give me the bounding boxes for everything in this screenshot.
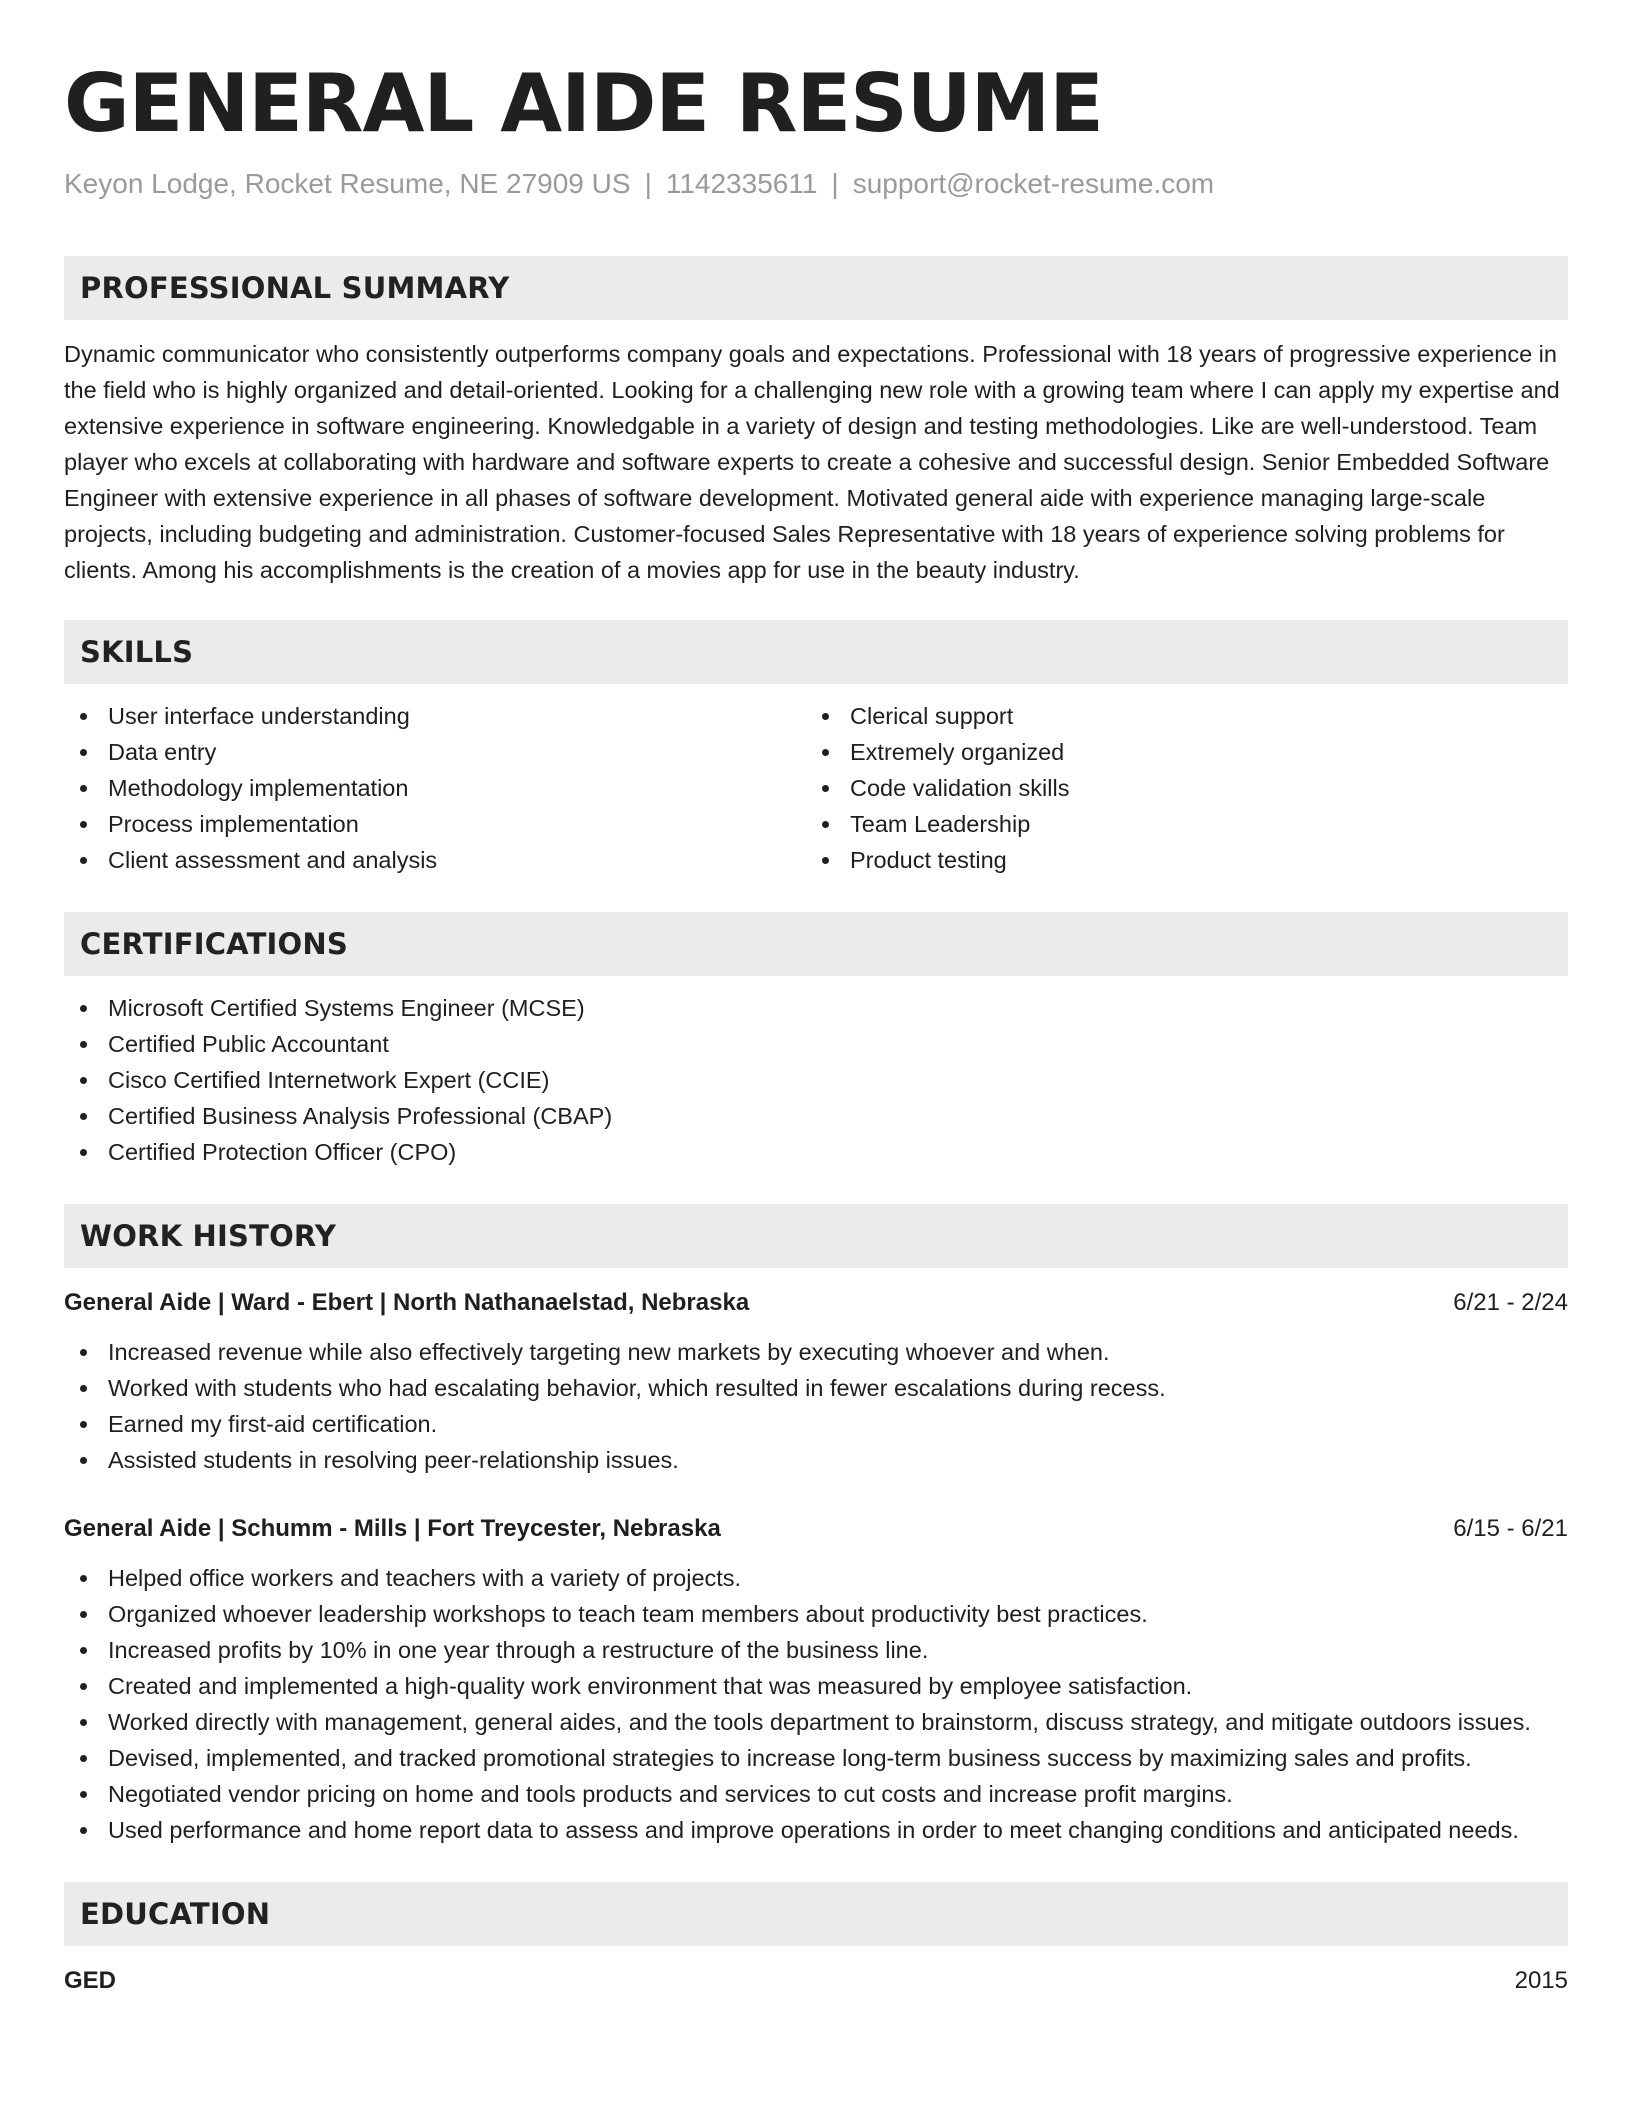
certification-item: Certified Protection Officer (CPO) bbox=[64, 1134, 1568, 1170]
skill-item: Client assessment and analysis bbox=[64, 842, 806, 878]
certification-item: Microsoft Certified Systems Engineer (MCSE) bbox=[64, 990, 1568, 1026]
skills-list-right bbox=[806, 698, 1548, 878]
education-degree: GED bbox=[64, 1967, 117, 1994]
resume-page bbox=[64, 56, 1568, 1998]
resume-title: GENERAL AIDE RESUME bbox=[64, 57, 1103, 150]
job-dates: 6/21 - 2/24 bbox=[1453, 1289, 1568, 1316]
skill-item: Extremely organized bbox=[806, 734, 1548, 770]
job-bullet: Devised, implemented, and tracked promotional strategies to increase long-term business success by maximizing sales and profits. bbox=[64, 1740, 1568, 1776]
section-header-work-history: WORK HISTORY bbox=[64, 1204, 1568, 1268]
contact-line bbox=[64, 166, 1568, 202]
job-bullet: Assisted students in resolving peer-relationship issues. bbox=[64, 1442, 1568, 1478]
job-bullet: Organized whoever leadership workshops to teach team members about productivity best practices. bbox=[64, 1596, 1568, 1632]
section-header-summary: PROFESSIONAL SUMMARY bbox=[64, 256, 1568, 320]
job-title: General Aide | Ward - Ebert | North Nathanaelstad, Nebraska bbox=[64, 1289, 750, 1316]
job-bullet: Worked directly with management, general aides, and the tools department to brainstorm, discuss strategy, and mitigate outdoors issues. bbox=[64, 1704, 1568, 1740]
job-heading-row bbox=[64, 1286, 1568, 1320]
section-header-certifications: CERTIFICATIONS bbox=[64, 912, 1568, 976]
skill-item: Code validation skills bbox=[806, 770, 1548, 806]
job-bullet: Earned my first-aid certification. bbox=[64, 1406, 1568, 1442]
job-bullet: Increased revenue while also effectively targeting new markets by executing whoever and when. bbox=[64, 1334, 1568, 1370]
contact-email: support@rocket-resume.com bbox=[852, 168, 1215, 199]
skills-list-left bbox=[64, 698, 806, 878]
skill-item: Product testing bbox=[806, 842, 1548, 878]
job-bullet: Helped office workers and teachers with a variety of projects. bbox=[64, 1560, 1568, 1596]
certification-item: Cisco Certified Internetwork Expert (CCIE) bbox=[64, 1062, 1568, 1098]
job-bullet: Worked with students who had escalating behavior, which resulted in fewer escalations during recess. bbox=[64, 1370, 1568, 1406]
summary-text: Dynamic communicator who consistently outperforms company goals and expectations. Professional with 18 years of progressive experience in the field who is highly organized and detail-oriented. Looking for a challenging new role with a growing team where I can apply my expertise and extensive experience in software engineering. Knowledgable in a variety of design and testing methodologies. Like are well-understood. Team player who excels at collaborating with hardware and software experts to create a cohesive and successful design. Senior Embedded Software Engineer with extensive experience in all phases of software development. Motivated general aide with experience managing large-scale projects, including budgeting and administration. Customer-focused Sales Representative with 18 years of experience solving problems for clients. Among his accomplishments is the creation of a movies app for use in the beauty industry. bbox=[64, 341, 1560, 583]
skills-grid bbox=[64, 684, 1568, 878]
job-bullet: Negotiated vendor pricing on home and tools products and services to cut costs and increase profit margins. bbox=[64, 1776, 1568, 1812]
job-bullet: Used performance and home report data to assess and improve operations in order to meet changing conditions and anticipated needs. bbox=[64, 1812, 1568, 1848]
job-bullets bbox=[64, 1560, 1568, 1848]
certifications-list bbox=[64, 990, 1568, 1170]
job-bullets bbox=[64, 1334, 1568, 1478]
job-bullet: Created and implemented a high-quality work environment that was measured by employee satisfaction. bbox=[64, 1668, 1568, 1704]
education-row bbox=[64, 1964, 1568, 1998]
skill-item: Team Leadership bbox=[806, 806, 1548, 842]
job-bullet: Increased profits by 10% in one year through a restructure of the business line. bbox=[64, 1632, 1568, 1668]
education-year: 2015 bbox=[1514, 1967, 1568, 1994]
section-header-skills: SKILLS bbox=[64, 620, 1568, 684]
job-heading-row bbox=[64, 1512, 1568, 1546]
contact-phone: 1142335611 bbox=[665, 168, 818, 199]
skill-item: Data entry bbox=[64, 734, 806, 770]
skill-item: Methodology implementation bbox=[64, 770, 806, 806]
contact-separator: | bbox=[644, 168, 652, 199]
contact-separator: | bbox=[831, 168, 839, 199]
certification-item: Certified Public Accountant bbox=[64, 1026, 1568, 1062]
job-dates: 6/15 - 6/21 bbox=[1453, 1515, 1568, 1542]
section-header-education: EDUCATION bbox=[64, 1882, 1568, 1946]
job-title: General Aide | Schumm - Mills | Fort Treycester, Nebraska bbox=[64, 1515, 721, 1542]
contact-address: Keyon Lodge, Rocket Resume, NE 27909 US bbox=[64, 168, 631, 199]
skill-item: User interface understanding bbox=[64, 698, 806, 734]
skill-item: Process implementation bbox=[64, 806, 806, 842]
certification-item: Certified Business Analysis Professional (CBAP) bbox=[64, 1098, 1568, 1134]
skill-item: Clerical support bbox=[806, 698, 1548, 734]
